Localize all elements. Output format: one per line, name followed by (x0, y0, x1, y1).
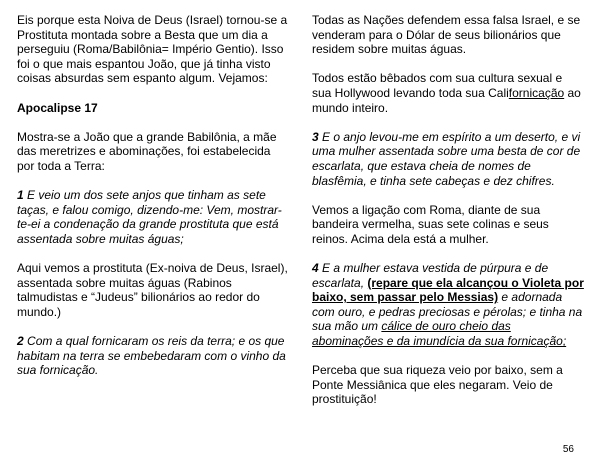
verse-4-text-b: e adornada com ouro, e pedras preciosas e pérolas; e tinha na sua mão um (312, 290, 583, 334)
fornicacao-underlined: fornicação (508, 85, 565, 100)
verse-1-number: 1 (17, 188, 24, 203)
verse-3 (312, 130, 584, 188)
roma-paragraph: Vemos a ligação com Roma, diante de sua bandeira vermelha, suas sete colinas e seus reinos. Acima dela está a mulher. (312, 202, 549, 246)
verse-4-bold-note: (repare que ela alcançou o Violeta por baixo, sem passar pelo Messias) (312, 275, 584, 305)
verse-1 (17, 188, 289, 246)
verse-3-number: 3 (312, 129, 319, 144)
verse-1-text: E veio um dos sete anjos que tinham as sete taças, e falou comigo, dizendo-me: Vem, mostrar-te-ei a condenação da grande prostituta que está assentada sobre muitas águas; (17, 188, 282, 246)
verse-2-number: 2 (17, 334, 24, 349)
verse-4 (312, 261, 584, 349)
hollywood-text-a: Todos estão bêbados com sua cultura sexual e sua Hollywood levando toda sua Cali (312, 71, 563, 100)
verse-2 (17, 334, 289, 378)
nacoes-paragraph: Todas as Nações defendem essa falsa Israel, e se venderam para o Dólar de seus bilionários que residem sobre muitas águas. (312, 13, 581, 57)
intro-paragraph: Eis porque esta Noiva de Deus (Israel) tornou-se a Prostituta montada sobre a Besta que um dia a perseguiu (Roma/Babilônia= Império Gentio). Isso foi o que mais espantou João, que já tinha visto coisas absurdas sem espanto algum. Vejamos: (17, 13, 288, 86)
hollywood-paragraph (312, 71, 584, 115)
section-heading: Apocalipse 17 (17, 100, 98, 115)
verse-4-underlined: cálice de ouro cheio das abominações e da imundícia da sua fornicação; (312, 319, 567, 349)
prostituta-paragraph: Aqui vemos a prostituta (Ex-noiva de Deus, Israel), assentada sobre muitas águas (Rabinos talmudistas e “Judeus” bilionários ao redor do mundo.) (17, 261, 288, 319)
verse-4-number: 4 (312, 261, 319, 276)
right-column (312, 13, 584, 422)
hollywood-text-b: ao mundo inteiro. (312, 85, 581, 115)
verse-4-text-a: E a mulher estava vestida de púrpura e de escarlata, (312, 261, 549, 290)
verse-2-text: Com a qual fornicaram os reis da terra; e os que habitam na terra se embebedaram com o vinho da sua fornicação. (17, 334, 286, 378)
babilonia-paragraph: Mostra-se a João que a grande Babilônia, a mãe das meretrizes e abominações, foi estabelecida por toda a Terra: (17, 129, 277, 173)
riqueza-paragraph: Perceba que sua riqueza veio por baixo, sem a Ponte Messiânica que eles negaram. Veio de prostituição! (312, 363, 563, 407)
left-column (17, 13, 289, 392)
page-number: 56 (562, 444, 574, 455)
verse-3-text: E o anjo levou-me em espírito a um deserto, e vi uma mulher assentada sobre uma besta de cor de escarlata, que estava cheia de nomes de blasfêmia, e tinha sete cabeças e dez chifres. (312, 129, 581, 188)
